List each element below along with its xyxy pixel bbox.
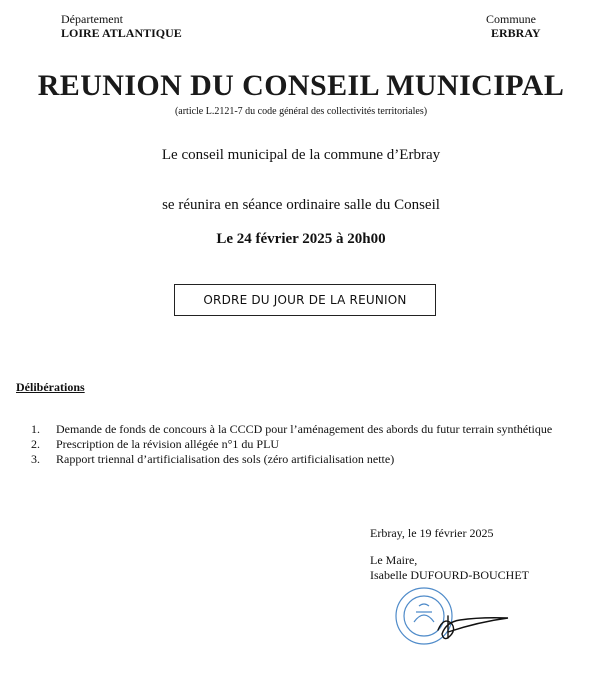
list-item	[16, 422, 552, 437]
deliberations-list	[16, 422, 552, 467]
item-number: 3.	[31, 452, 40, 466]
page-title: REUNION DU CONSEIL MUNICIPAL	[37, 69, 565, 102]
item-number: 2.	[31, 437, 40, 451]
commune-label: Commune	[486, 12, 536, 26]
item-text: Rapport triennal d’artificialisation des sols (zéro artificialisation nette)	[56, 452, 395, 466]
deliberations-heading: Délibérations	[16, 380, 85, 394]
official-stamp-icon	[386, 582, 526, 652]
item-text: Demande de fonds de concours à la CCCD pour l’aménagement des abords du futur terrain synthétique	[56, 422, 553, 436]
item-text: Prescription de la révision allégée n°1 du PLU	[56, 437, 280, 451]
signature-block	[370, 526, 529, 583]
agenda-title: ORDRE DU JOUR DE LA REUNION	[203, 293, 407, 307]
item-number: 1.	[31, 422, 40, 436]
agenda-box	[174, 284, 436, 316]
list-item	[16, 437, 552, 452]
departement-label: Département	[61, 12, 123, 26]
mayor-role: Le Maire,	[370, 553, 418, 567]
page-subtitle: (article L.2121-7 du code général des collectivités territoriales)	[174, 106, 428, 117]
stamp-and-signature	[386, 582, 526, 652]
mayor-name: Isabelle DUFOURD-BOUCHET	[370, 568, 529, 582]
departement-value: LOIRE ATLANTIQUE	[61, 26, 182, 40]
list-item	[16, 452, 552, 467]
meeting-date: Le 24 février 2025 à 20h00	[216, 231, 386, 247]
intro-line-commune: Le conseil municipal de la commune d’Erbray	[161, 147, 441, 163]
intro-line-seance: se réunira en séance ordinaire salle du Conseil	[162, 197, 440, 213]
place-date: Erbray, le 19 février 2025	[370, 526, 494, 540]
commune-value: ERBRAY	[491, 26, 541, 40]
